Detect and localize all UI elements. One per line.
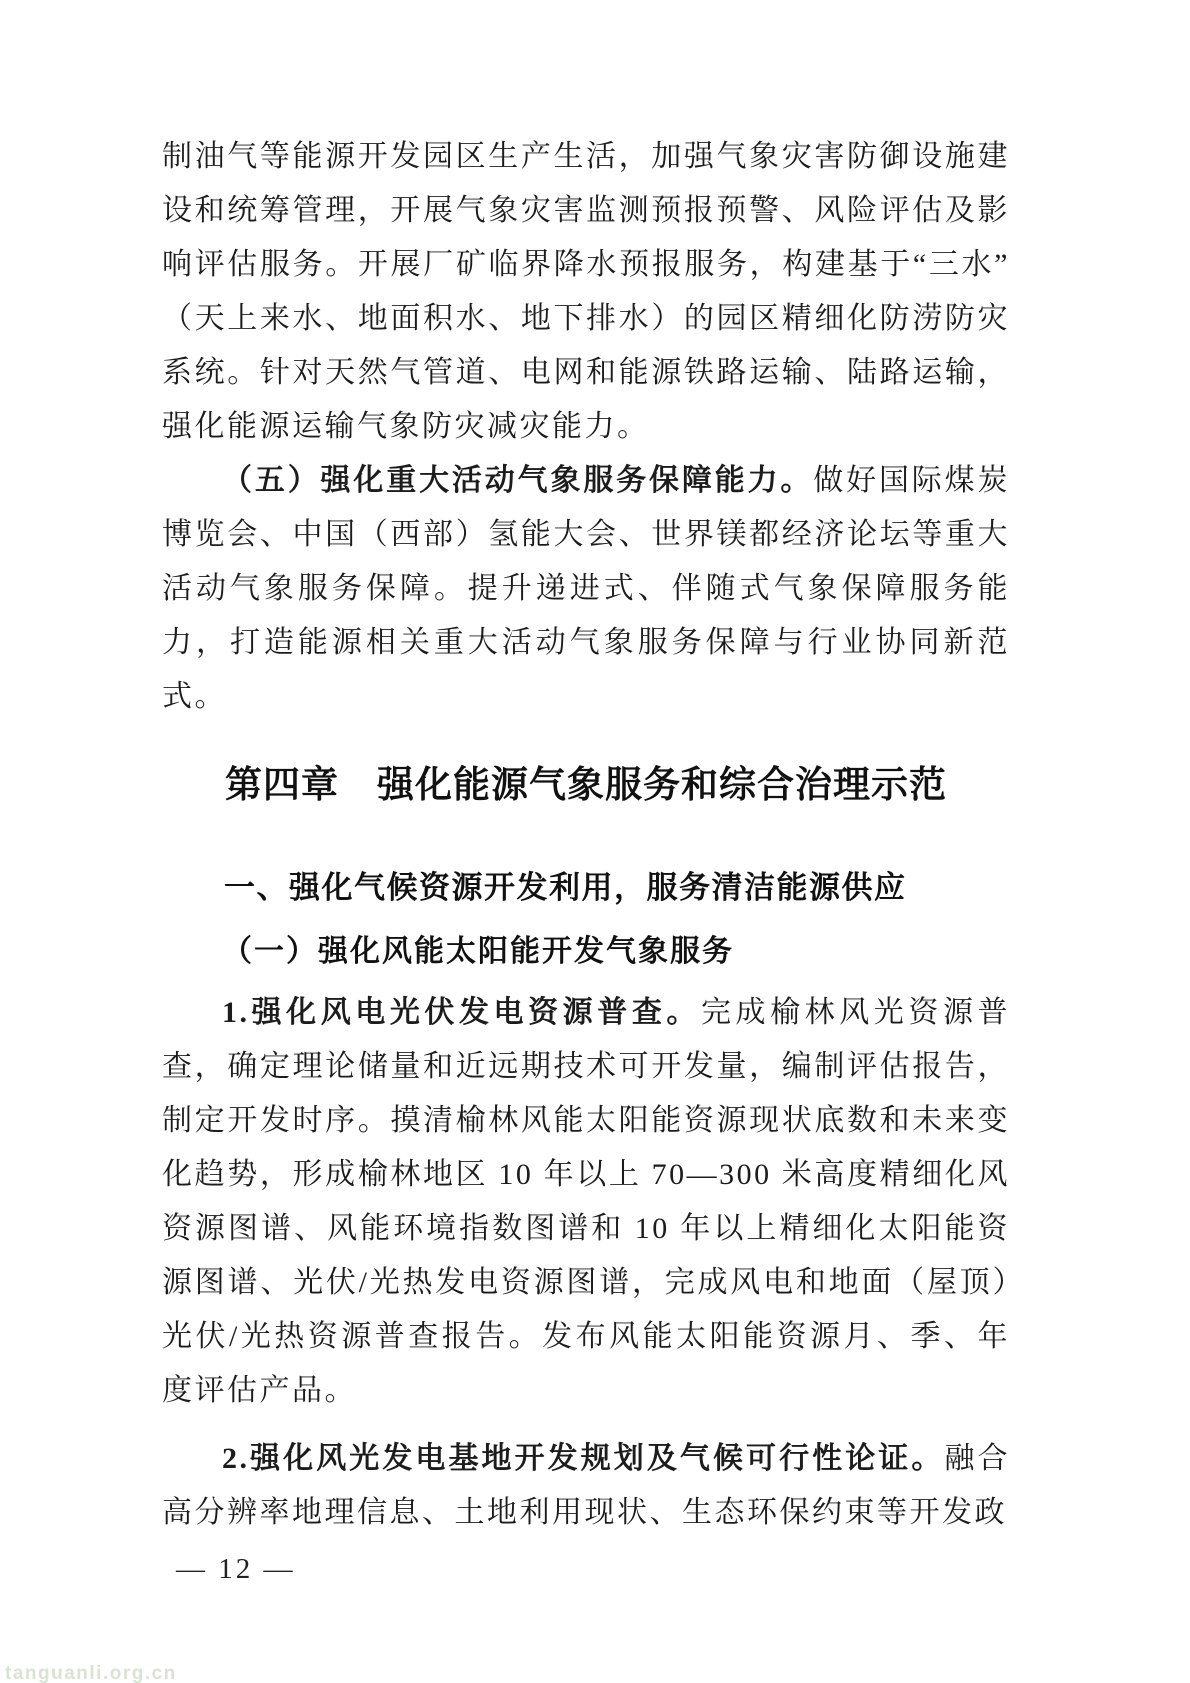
section-heading: 一、强化气候资源开发利用，服务清洁能源供应 (224, 870, 907, 905)
paragraph-item-two-text: 融合高分辨率地理信息、土地利用现状、生态环保约束等开发政 (162, 1442, 1011, 1529)
paragraph-item-two (162, 1432, 1010, 1540)
paragraph-item-five (162, 454, 1010, 724)
paragraph-item-one (162, 986, 1010, 1418)
paragraph-item-one-text: 完成榆林风光资源普查，确定理论储量和近远期技术可开发量，编制评估报告，制定开发时序。摸清榆林风能太阳能资源现状底数和未来变化趋势，形成榆林地区 10 年以上 70—300 米高度精细化风资源图谱、风能环境指数图谱和 10 年以上精细化太阳能资源图谱、光伏/光热发电资源图谱，完成风电和地面（屋顶）光伏/光热资源普查报告。发布风能太阳能资源月、季、年度评估产品。 (162, 996, 1011, 1407)
page-content (162, 130, 1010, 1540)
watermark: tanguanli.org.cn (5, 1663, 177, 1683)
paragraph-item-two-lead: 2.强化风光发电基地开发规划及气候可行性论证。 (222, 1442, 945, 1475)
chapter-heading: 第四章 强化能源气象服务和综合治理示范 (225, 765, 947, 806)
page-number: — 12 — (176, 1553, 296, 1585)
paragraph-item-five-text: 做好国际煤炭博览会、中国（西部）氢能大会、世界镁都经济论坛等重大活动气象服务保障。提升递进式、伴随式气象保障服务能力，打造能源相关重大活动气象服务保障与行业协同新范式。 (162, 464, 1011, 713)
paragraph-item-one-lead: 1.强化风电光伏发电资源普查。 (222, 996, 701, 1029)
subsection-heading: （一）强化风能太阳能开发气象服务 (222, 935, 734, 968)
paragraph-item-five-lead: （五）强化重大活动气象服务保障能力。 (222, 464, 814, 497)
paragraph-continuation: 制油气等能源开发园区生产生活，加强气象灾害防御设施建设和统筹管理，开展气象灾害监测预报预警、风险评估及影响评估服务。开展厂矿临界降水预报服务，构建基于“三水”（天上来水、地面积水、地下排水）的园区精细化防涝防灾系统。针对天然气管道、电网和能源铁路运输、陆路运输，强化能源运输气象防灾减灾能力。 (162, 140, 1010, 443)
